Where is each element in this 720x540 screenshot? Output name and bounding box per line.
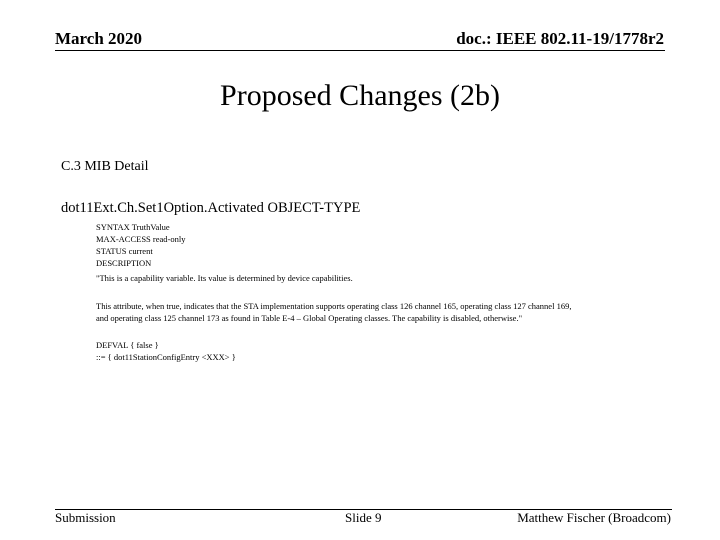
header-date: March 2020 [55, 29, 143, 48]
description-paragraph [96, 301, 671, 324]
footer-submission: Submission [55, 510, 116, 525]
assignment-line: ::= { dot11StationConfigEntry <XXX> } [96, 352, 236, 362]
status-line: STATUS current [96, 246, 153, 256]
header-doc-id: doc.: IEEE 802.11-19/1778r2 [456, 29, 664, 48]
footer-slide-number: Slide 9 [345, 510, 382, 525]
max-access-line: MAX-ACCESS read-only [96, 234, 186, 244]
syntax-line: SYNTAX TruthValue [96, 222, 170, 232]
section-subheading: C.3 MIB Detail [61, 159, 149, 174]
defval-line: DEFVAL { false } [96, 340, 159, 350]
header-divider [55, 50, 665, 51]
description-paragraph-line: and operating class 125 channel 173 as found in Table E-4 – Global Operating classes. The capability is disabled, otherwise." [96, 312, 523, 323]
footer-author: Matthew Fischer (Broadcom) [517, 510, 671, 525]
slide-title: Proposed Changes (2b) [220, 79, 500, 112]
object-type-heading: dot11Ext.Ch.Set1Option.Activated OBJECT-TYPE [61, 200, 361, 216]
description-label: DESCRIPTION [96, 258, 152, 268]
description-paragraph-line: This attribute, when true, indicates that the STA implementation supports operating class 126 channel 165, operating class 127 channel 169, [96, 301, 572, 311]
description-quote-line: "This is a capability variable. Its value is determined by device capabilities. [96, 273, 353, 283]
